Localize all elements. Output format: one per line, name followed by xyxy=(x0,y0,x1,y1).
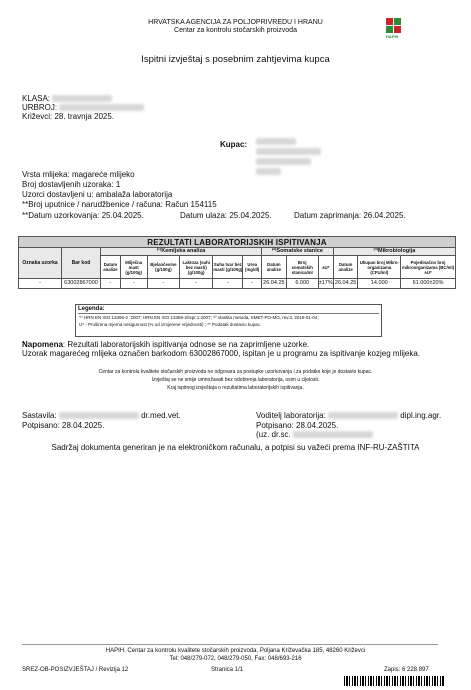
legend-box xyxy=(75,304,382,337)
sub-header: Pojedinačno broj mikroorganizama (BC/ml)±U* xyxy=(401,256,456,279)
cell: ±17% xyxy=(318,279,333,289)
klasa-label: KLASA: xyxy=(22,94,51,103)
place-date: Križevci: 28. travnja 2025. xyxy=(22,112,115,121)
urbroj-label: URBROJ: xyxy=(22,103,58,112)
legend-title: Legenda: xyxy=(78,306,379,314)
redacted-name xyxy=(328,412,398,419)
redacted-customer xyxy=(256,138,321,175)
legend-line: U* - Proširena mjerna nesigurnost (% od izmjerene vrijednosti) ; ** Podatak dostavio kupac. xyxy=(79,322,262,327)
sub-header: Bjelančevine (g/100g) xyxy=(147,256,180,279)
cell: - xyxy=(120,279,147,289)
redacted-name xyxy=(293,431,373,438)
prepared-by xyxy=(22,411,181,420)
redacted-name xyxy=(59,412,139,419)
sub-header: Ukupan broj Mikro-organizama (CFU/ml) xyxy=(358,256,401,279)
document-id: SREZ-OB-POSIZVJEŠTAJ / Revizija 12 xyxy=(22,667,129,673)
cell: - xyxy=(180,279,213,289)
legend-line: ⁽¹⁾ HRN EN ISO 13366-2 :2007; HRN EN ISO 13366-2/Ispr.1:2007; ⁽²⁾ vlastita metoda, SMET-PO-MO, rev.3, 2019-01-04; xyxy=(79,315,319,320)
head-label: Voditelj laboratorija: xyxy=(256,411,326,420)
klasa-line xyxy=(22,94,112,103)
sub-header: Datum analize xyxy=(333,256,358,279)
cell: 61.000±20% xyxy=(401,279,456,289)
sub-header: Mliječna mast (g/100g) xyxy=(120,256,147,279)
table-row xyxy=(19,279,456,289)
cell: - xyxy=(19,279,62,289)
sub-header: Datum analize xyxy=(101,256,121,279)
milk-type: Vrsta mlijeka: magareće mlijeko xyxy=(22,170,135,179)
center-name: Centar za kontrolu stočarskih proizvoda xyxy=(174,27,297,34)
cell: - xyxy=(213,279,243,289)
barcode xyxy=(344,676,444,686)
group-chemical: ⁽¹⁾Kemijska analiza xyxy=(101,248,262,256)
sampling-date: **Datum uzorkovanja: 25.04.2025. xyxy=(22,211,144,220)
disclaimer-line: Centar za kontrolu kvalitete stočarskih proizvoda ne odgovara za postupke uzorkovanja i za podatke koje je dostavio kupac. xyxy=(98,369,373,375)
arrival-date: Datum ulaza: 25.04.2025. xyxy=(180,211,272,220)
cell: 6.000 xyxy=(286,279,318,289)
redacted-urbroj xyxy=(59,104,144,111)
cell: - xyxy=(101,279,121,289)
head-title: dipl.ing.agr. xyxy=(400,411,442,420)
hapih-logo xyxy=(384,16,416,42)
disclaimer-line: Izvještaj se ne smije umnožavati bez odobrenja laboratorija, osim u cijelosti. xyxy=(151,377,320,383)
page-number: Stranica 1/1 xyxy=(211,667,244,673)
group-somatic: ⁽²⁾Somatske stanice xyxy=(262,248,334,256)
record-number: Zapis: 6 228 897 xyxy=(384,667,429,673)
urbroj-line xyxy=(22,103,144,112)
sub-header: ±U* xyxy=(318,256,333,279)
cell: - xyxy=(147,279,180,289)
group-microbiology: ⁽³⁾Mikrobiologija xyxy=(333,248,455,256)
footer-phones: Tel: 048/279-072, 048/279-050, Fax: 048/693-216 xyxy=(169,656,302,662)
cell: 14.000 xyxy=(358,279,401,289)
sample-count: Broj dostavljenih uzoraka: 1 xyxy=(22,180,121,189)
sub-header: Laktoza (suhi bez masti) (g/100g) xyxy=(180,256,213,279)
col-sample-id: Oznaka uzorka xyxy=(19,248,62,279)
cell: 26.04.25 xyxy=(333,279,358,289)
sub-header: Broj somatskih stanica/ml xyxy=(286,256,318,279)
footer-divider xyxy=(22,644,438,645)
agency-name: HRVATSKA AGENCIJA ZA POLJOPRIVREDU I HRANU xyxy=(148,19,323,26)
note-label: Napomena xyxy=(22,340,63,349)
deputy-prefix: (uz. dr.sc. xyxy=(256,430,291,439)
electronic-signature-note: Sadržaj dokumenta generiran je na elektroničkom računalu, a potpisi su važeći prema INF-RU-ZAŠTITA xyxy=(51,443,420,452)
results-table xyxy=(18,236,456,289)
kupac-label: Kupac: xyxy=(220,140,248,149)
sub-header: Datum analize xyxy=(262,256,287,279)
deputy-line xyxy=(256,430,373,439)
signed-right: Potpisano: 28.04.2025. xyxy=(256,421,339,430)
cell: 26.04.25 xyxy=(262,279,287,289)
footer-address: HAPIH, Centar za kontrolu kvalitete stočarskih proizvoda, Poljana Križevačka 185, 48260 Križevci xyxy=(105,648,366,654)
sub-header: Suha tvar bez masti (g/100g) xyxy=(213,256,243,279)
report-title: Ispitni izvještaj s posebnim zahtjevima kupca xyxy=(141,54,330,65)
lab-head xyxy=(256,411,441,420)
note-text: : Rezultati laboratorijskih ispitivanja odnose se na zaprimljene uzorke. xyxy=(62,340,310,349)
cell: - xyxy=(243,279,262,289)
col-barcode: Bar kod xyxy=(62,248,101,279)
results-title: REZULTATI LABORATORIJSKIH ISPITIVANJA xyxy=(19,237,456,248)
sample-container: Uzorci dostavljeni u: ambalaža laboratorija xyxy=(22,190,173,199)
receipt-date: Datum zaprimanja: 26.04.2025. xyxy=(294,211,406,220)
prepared-title: dr.med.vet. xyxy=(141,411,181,420)
redacted-klasa xyxy=(52,95,112,102)
disclaimer-line: Kraj ispitnog izvještaja o rezultatima laboratorijskih ispitivanja. xyxy=(167,385,304,391)
sub-header: Urea (mg/dl) xyxy=(243,256,262,279)
prepared-label: Sastavila: xyxy=(22,411,57,420)
note-text-2: Uzorak magarećeg mlijeka označen barkodom 63002867000, ispitan je u programu za ispitivanje kozjeg mlijeka. xyxy=(22,349,420,358)
signed-left: Potpisano: 28.04.2025. xyxy=(22,421,105,430)
logo-text: HAPIH xyxy=(386,34,399,39)
order-number: **Broj uputnice / narudžbenice / računa: Račun 154115 xyxy=(22,200,217,209)
note-line xyxy=(22,340,309,349)
cell: 63002867000 xyxy=(62,279,101,289)
